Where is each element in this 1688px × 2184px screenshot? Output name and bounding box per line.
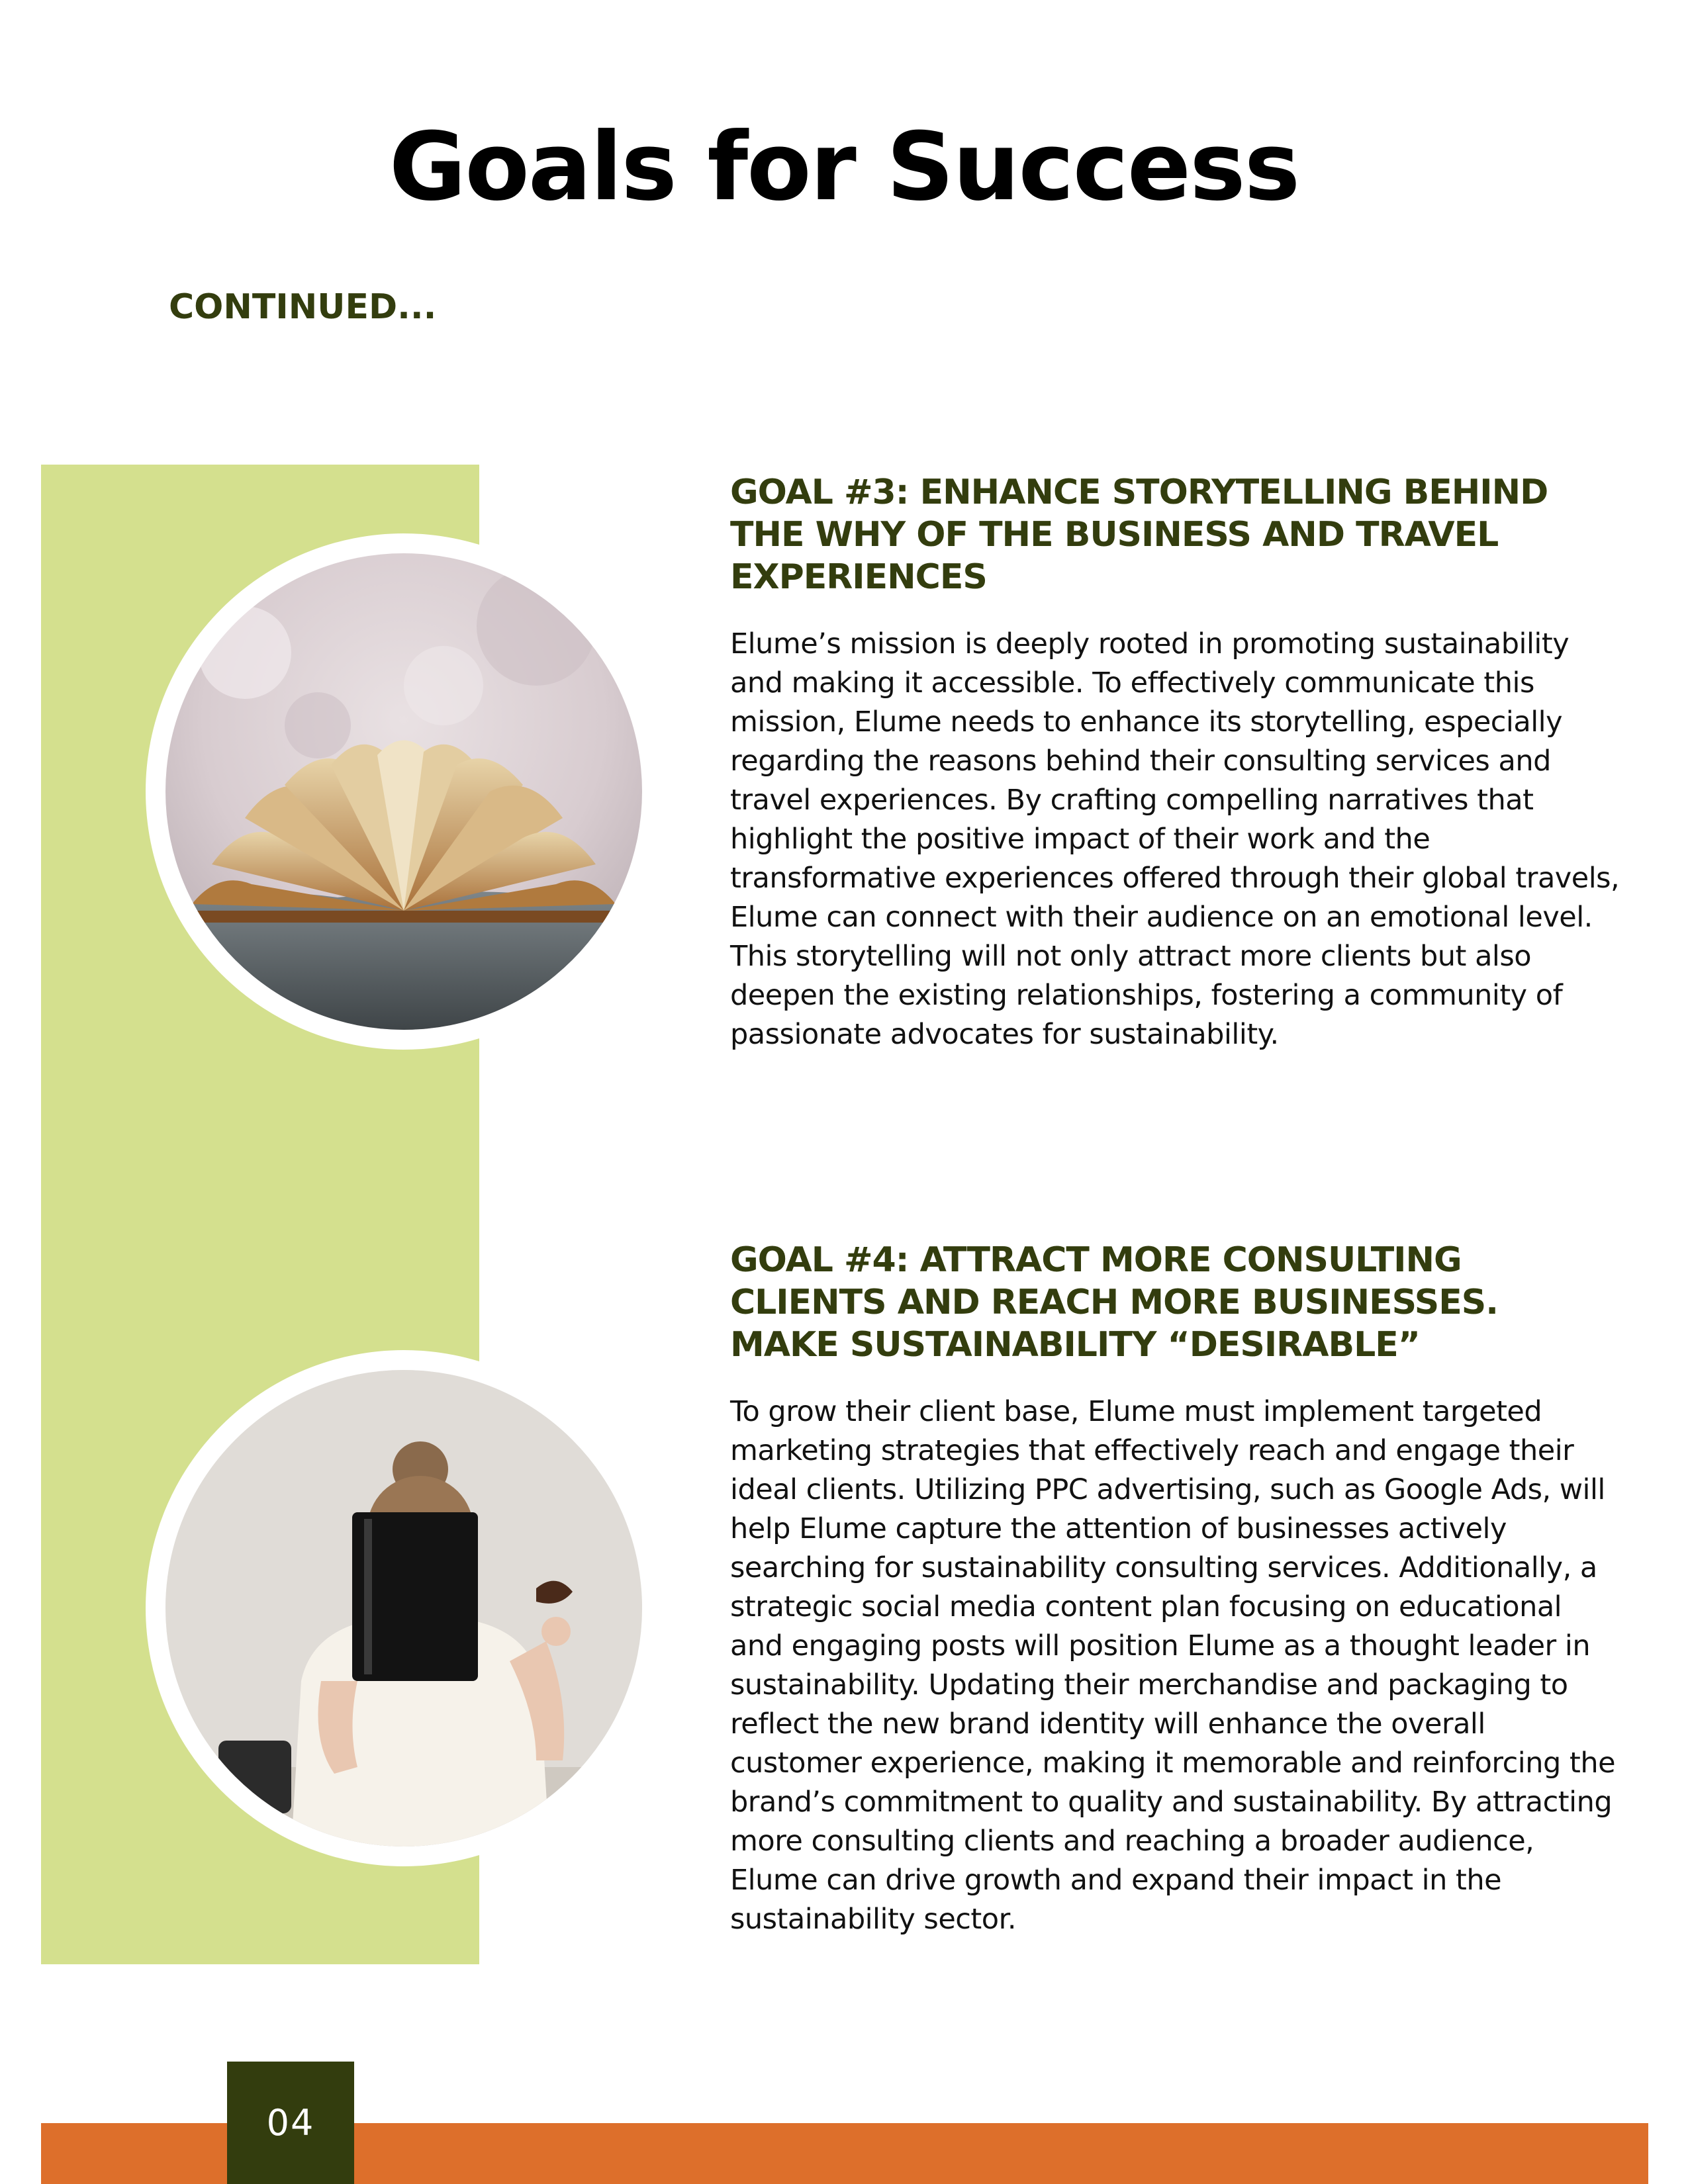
goal-4-body: To grow their client base, Elume must implement targeted marketing strategies that effectively reach and engage their ideal clients. Utilizing PPC advertising, such as Google Ads, will help Elume capture the attention of businesses actively searching for sustainability consulting services. Additionally, a strategic social media content plan focusing on educational and engaging posts will position Elume as a thought leader in sustainability. Updating their merchandise and packaging to reflect the new brand identity will enhance the overall customer experience, making it memorable and reinforcing the brand’s commitment to quality and sustainability. By attracting more consulting clients and reaching a broader audience, Elume can drive growth and expand their impact in the sustainability sector. <box>730 1395 1616 1936</box>
open-book-illustration <box>165 553 642 1030</box>
page-number-box <box>227 2062 354 2184</box>
goal-4-section <box>730 1239 1617 1939</box>
goal-3-section <box>730 471 1620 1054</box>
goal-3-body: Elume’s mission is deeply rooted in promoting sustainability and making it accessible. To effectively communicate this mission, Elume needs to enhance its storytelling, especially regarding the reasons behind their consulting services and travel experiences. By crafting compelling narratives that highlight the positive impact of their work and the transformative experiences offered through their global travels, Elume can connect with their audience on an emotional level. This storytelling will not only attract more clients but also deepen the existing relationships, fostering a community of passionate advocates for sustainability. <box>730 627 1620 1051</box>
goal-4-heading: GOAL #4: ATTRACT MORE CONSULTING CLIENTS AND REACH MORE BUSINESSES. MAKE SUSTAINABILITY “DESIRABLE” <box>730 1240 1498 1365</box>
page-title: Goals for Success <box>389 113 1299 222</box>
woman-with-book-illustration <box>165 1370 642 1846</box>
woman-reading-photo <box>146 1350 662 1866</box>
open-book-photo <box>146 533 662 1050</box>
continued-label: CONTINUED... <box>169 287 437 327</box>
goal-3-heading: GOAL #3: ENHANCE STORYTELLING BEHIND THE WHY OF THE BUSINESS AND TRAVEL EXPERIENCES <box>730 473 1548 597</box>
page-number: 04 <box>266 2102 315 2144</box>
